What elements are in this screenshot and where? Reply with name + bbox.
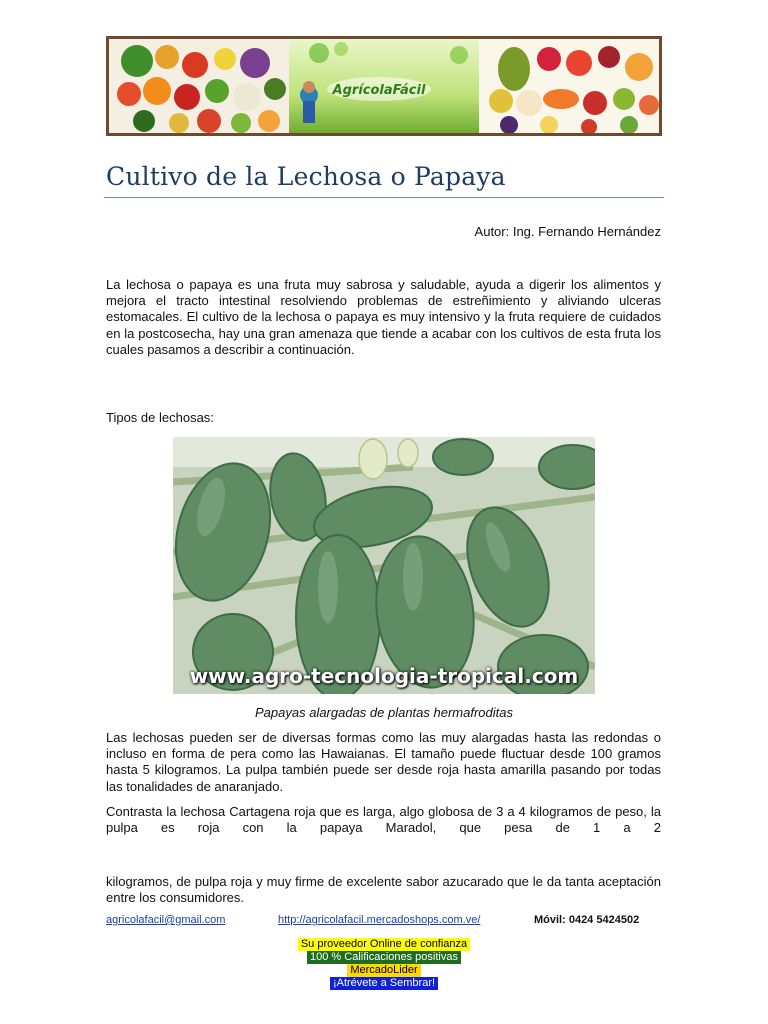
seller-badges (0, 938, 768, 990)
page-title: Cultivo de la Lechosa o Papaya (106, 162, 506, 191)
papaya-photo (173, 437, 595, 694)
banner-image (109, 39, 659, 133)
papaya-image (173, 437, 595, 694)
continuation-paragraph: kilogramos, de pulpa roja y muy firme de excelente sabor azucarado que le da tanta aceptación entre los consumidores. (106, 874, 661, 906)
badge-positive-ratings: 100 % Calificaciones positivas (307, 951, 461, 964)
photo-caption: Papayas alargadas de plantas hermafroditas (255, 705, 513, 720)
header-banner (106, 36, 662, 136)
badge-trusted-provider: Su proveedor Online de confianza (298, 938, 470, 951)
website-link[interactable]: http://agricolafacil.mercadoshops.com.ve/ (278, 914, 481, 926)
email-link[interactable]: agricolafacil@gmail.com (106, 914, 226, 926)
types-heading: Tipos de lechosas: (106, 410, 214, 425)
badge-mercadolider: MercadoLider (347, 964, 420, 977)
badge-slogan: ¡Atrévete a Sembrar! (330, 977, 438, 990)
fruits-illustration (479, 39, 659, 133)
author-line: Autor: Ing. Fernando Hernández (474, 224, 661, 239)
photo-watermark: www.agro-tecnologia-tropical.com (189, 664, 579, 688)
intro-paragraph: La lechosa o papaya es una fruta muy sabrosa y saludable, ayuda a digerir los alimentos y mejora el tracto intestinal resolviendo problemas de estreñimiento y aliviando ulceras estomacales. El cultivo de la lechosa o papaya es muy intensivo y la fruta requiere de cuidados en la postcosecha, hay una gran amenaza que tiende a acabar con los cultivos de esta fruta los cuales pasamos a describir a continuación. (106, 277, 661, 357)
brand-logo-text: AgrícolaFácil (332, 83, 426, 98)
title-divider (104, 197, 664, 198)
phone-number: Móvil: 0424 5424502 (534, 914, 640, 926)
vegetables-illustration (109, 39, 289, 133)
contrast-paragraph: Contrasta la lechosa Cartagena roja que es larga, algo globosa de 3 a 4 kilogramos de peso, la pulpa es roja con la papaya Maradol, que pesa de 1 a 2 (106, 804, 661, 836)
brand-panel (289, 39, 479, 133)
shapes-paragraph: Las lechosas pueden ser de diversas formas como las muy alargadas hasta las redondas o incluso en forma de pera como las Hawaianas. El tamaño puede fluctuar desde 100 gramos hasta 5 kilogramos. La pulpa también puede ser desde roja hasta amarilla pasando por todas las tonalidades de anaranjado. (106, 730, 661, 794)
